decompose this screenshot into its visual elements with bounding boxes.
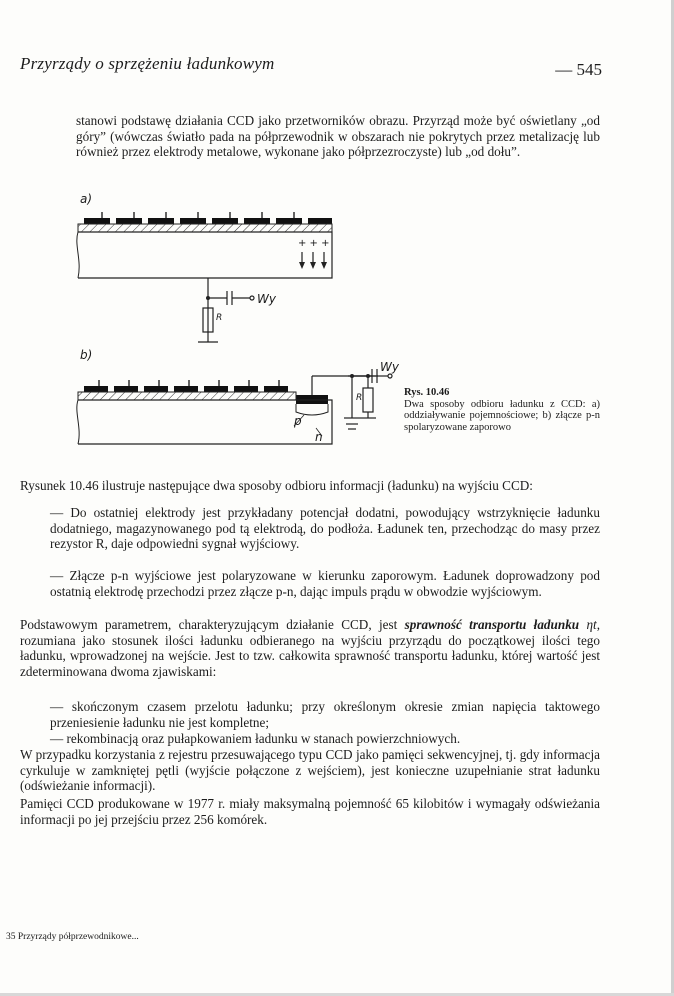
output-label-b: Wy [380, 360, 399, 374]
n-region-label: n [315, 430, 323, 444]
p2-symbol: ηt [579, 617, 597, 632]
figure-label-b: b) [80, 348, 93, 362]
bullet-transit-time: — skończonym czasem przelotu ładunku; przy określonym okresie zmian napięcia taktowego przeniesienie ładunku nie jest kompletne; [50, 699, 600, 730]
caption-title: Rys. 10.46 [404, 387, 450, 398]
resistor-label-b: R [356, 393, 363, 403]
resistor-label-a: R [216, 313, 223, 323]
figure-caption [404, 387, 600, 433]
bullet-recombination: — rekombinacją oraz pułapkowaniem ładunku w stanach powierzchniowych. [50, 731, 461, 746]
output-label-a: Wy [257, 292, 276, 306]
diagram-a [77, 212, 332, 342]
paragraph-figure-description: Rysunek 10.46 ilustruje następujące dwa sposoby odbioru informacji (ładunku) na wyjściu CCD: [20, 478, 533, 493]
paragraph-transport-efficiency [20, 617, 600, 679]
bullet-pn-junction: — Złącze p-n wyjściowe jest polaryzowane w kierunku zaporowym. Ładunek doprowadzony pod ostatnią elektrodę przechodzi przez złącze p-n, dając impuls prądu w obwodzie wyjściowym. [50, 568, 600, 599]
paragraph-ccd-memories: Pamięci CCD produkowane w 1977 r. miały maksymalną pojemność 65 kilobitów i wymagały odświeżania informacji po jej przejściu przez 256 komórek. [20, 796, 600, 827]
paragraph-sequential-memory: W przypadku korzystania z rejestru przesuwającego typu CCD jako pamięci sekwencyjnej, tj. gdy informacja cyrkuluje w zamkniętej pętli (wyjście połączone z wejściem), jest konieczne uzupełnianie strat ładunku (odświeżanie informacji). [20, 747, 600, 794]
p2-text-b: , rozumiana jako stosunek ilości ładunku odbieranego na wyjściu przyrządu do początkowej ilości tego ładunku, wprowadzonej na wejście. Jest to tzw. całkowita sprawność transportu ładunku, której wartość jest zdeterminowana dwoma zjawiskami: [20, 617, 600, 679]
figure-label-a: a) [80, 192, 93, 206]
page-number: — 545 [555, 60, 602, 79]
running-header-title: Przyrządy o sprzężeniu ładunkowym [20, 54, 275, 73]
diagram-b [77, 369, 392, 444]
charges-label: + + + [298, 238, 330, 249]
p2-text-a: Podstawowym parametrem, charakteryzującym działanie CCD, jest [20, 617, 405, 632]
caption-text: Dwa sposoby odbioru ładunku z CCD: a) oddziaływanie pojemnościowe; b) złącze p-n spolaryzowane zaporowo [404, 398, 600, 433]
footer-signature: 35 Przyrządy półprzewodnikowe... [6, 932, 139, 942]
p2-emphasis: sprawność transportu ładunku [404, 617, 580, 632]
p-region-label: p [294, 414, 302, 428]
bullet-capacitive: — Do ostatniej elektrody jest przykładany potencjał dodatni, powodujący wstrzyknięcie ładunku dodatniego, magazynowanego pod tą elektrodą, do podłoża. Ładunek ten, przechodząc do masy przez rezystor R, daje odpowiedni sygnał wyjściowy. [50, 505, 600, 552]
intro-paragraph: stanowi podstawę działania CCD jako przetworników obrazu. Przyrząd może być oświetlany „od góry” (wówczas światło pada na półprzewodnik w obszarach nie pokrytych przez metalizację lub również przez elektrody metalowe, wykonane jako półprzezroczyste) lub „od dołu”. [76, 113, 600, 160]
